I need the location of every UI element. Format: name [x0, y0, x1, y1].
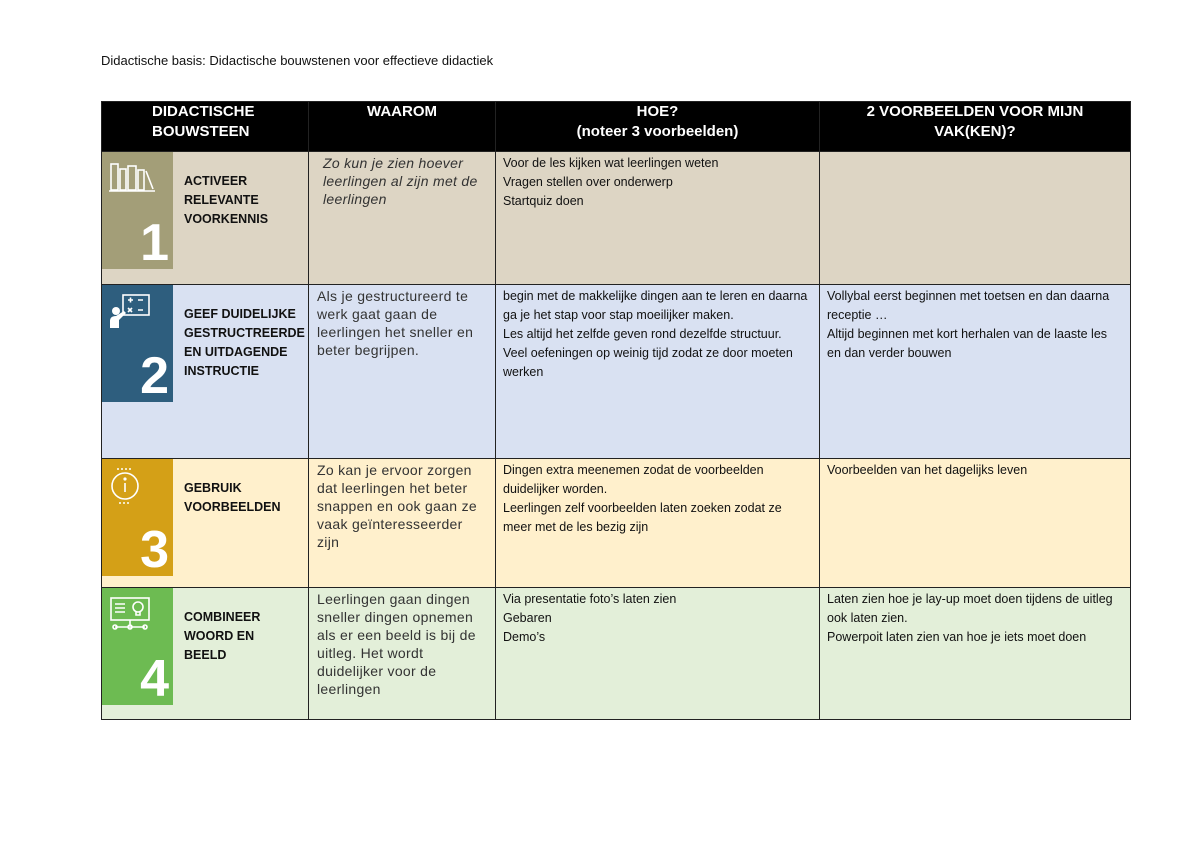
bouwsteen-number: 3: [140, 521, 169, 579]
info-icon: [109, 467, 143, 505]
table-row: [102, 588, 1131, 720]
hoe-list: [496, 285, 819, 382]
bouwsteen-label: ACTIVEER RELEVANTE VOORKENNIS: [184, 174, 269, 226]
table-row: [102, 459, 1131, 588]
bouwsteen-cell: [102, 152, 309, 285]
list-item: Powerpoit laten zien van hoe je iets moet doen: [827, 630, 1087, 644]
voorbeelden-list: [820, 285, 1130, 363]
books-icon: [109, 160, 155, 192]
hoe-list: [496, 588, 819, 647]
bouwsteen-label: GEEF DUIDELIJKE GESTRUCTREERDE EN UITDAGENDE INSTRUCTIE: [184, 307, 305, 378]
waarom-cell: [309, 588, 496, 720]
bouwsteen-cell: [102, 285, 309, 459]
list-item: Vollybal eerst beginnen met toetsen en dan daarna receptie …: [827, 289, 1110, 322]
didactics-table: [101, 101, 1131, 720]
hoe-cell: [496, 588, 820, 720]
waarom-cell: [309, 459, 496, 588]
hoe-cell: [496, 459, 820, 588]
list-item: begin met de makkelijke dingen aan te leren en daarna ga je het stap voor stap moeilijker maken.: [503, 289, 808, 322]
bouwsteen-tile: [102, 459, 173, 579]
list-item: Les altijd het zelfde geven rond dezelfde structuur.: [503, 327, 782, 341]
waarom-text: Als je gestructureerd te werk gaat gaan de leerlingen het sneller en beter begrijpen.: [317, 288, 474, 358]
bouwsteen-number: 1: [140, 214, 169, 272]
waarom-text: Zo kun je zien hoever leerlingen al zijn met de leerlingen: [323, 155, 478, 207]
bouwsteen-tile: [102, 285, 173, 405]
hoe-list: [496, 459, 819, 537]
bouwsteen-label: GEBRUIK VOORBEELDEN: [184, 481, 281, 514]
document-title: Didactische basis: Didactische bouwstenen voor effectieve didactiek: [101, 53, 494, 68]
waarom-text: Leerlingen gaan dingen sneller dingen opnemen als er een beeld is bij de uitleg. Het wordt duidelijker voor de leerlingen: [317, 591, 476, 697]
list-item: Vragen stellen over onderwerp: [503, 175, 673, 189]
list-item: Laten zien hoe je lay-up moet doen tijdens de uitleg ook laten zien.: [827, 592, 1113, 625]
list-item: Via presentatie foto’s laten zien: [503, 592, 677, 606]
hoe-list: [496, 152, 819, 211]
bouwsteen-tile: [102, 152, 173, 272]
table-row: [102, 152, 1131, 285]
list-item: Altijd beginnen met kort herhalen van de laaste les en dan verder bouwen: [827, 327, 1108, 360]
list-item: Dingen extra meenemen zodat de voorbeelden duidelijker worden.: [503, 463, 764, 496]
teacher-board-icon: [109, 293, 151, 329]
bouwsteen-label: COMBINEER WOORD EN BEELD: [184, 610, 261, 662]
voorbeelden-cell: [820, 152, 1131, 285]
header-waarom: WAAROM: [309, 102, 496, 152]
voorbeelden-list: [820, 459, 1130, 480]
bouwsteen-cell: [102, 588, 309, 720]
list-item: Voor de les kijken wat leerlingen weten: [503, 156, 719, 170]
header-row: [102, 102, 1131, 152]
voorbeelden-list: [820, 588, 1130, 647]
bouwsteen-number: 4: [140, 650, 169, 708]
hoe-cell: [496, 285, 820, 459]
waarom-cell: [309, 285, 496, 459]
waarom-text: Zo kan je ervoor zorgen dat leerlingen het beter snappen en ook gaan ze vaak geïnteresseerder zijn: [317, 462, 477, 550]
header-bouwsteen: DIDACTISCHE BOUWSTEEN: [102, 102, 309, 152]
table-row: [102, 285, 1131, 459]
list-item: Veel oefeningen op weinig tijd zodat ze door moeten werken: [503, 346, 793, 379]
list-item: Startquiz doen: [503, 194, 584, 208]
bouwsteen-number: 2: [140, 347, 169, 405]
waarom-cell: [309, 152, 496, 285]
bouwsteen-tile: [102, 588, 173, 708]
hoe-cell: [496, 152, 820, 285]
voorbeelden-cell: [820, 588, 1131, 720]
bouwsteen-cell: [102, 459, 309, 588]
presentation-icon: [109, 596, 155, 632]
header-voorbeelden: 2 VOORBEELDEN VOOR MIJN VAK(KEN)?: [820, 102, 1131, 152]
list-item: Voorbeelden van het dagelijks leven: [827, 463, 1028, 477]
list-item: Gebaren: [503, 611, 552, 625]
list-item: Leerlingen zelf voorbeelden laten zoeken zodat ze meer met de les bezig zijn: [503, 501, 782, 534]
header-hoe: HOE? (noteer 3 voorbeelden): [496, 102, 820, 152]
voorbeelden-cell: [820, 285, 1131, 459]
list-item: Demo’s: [503, 630, 546, 644]
voorbeelden-cell: [820, 459, 1131, 588]
